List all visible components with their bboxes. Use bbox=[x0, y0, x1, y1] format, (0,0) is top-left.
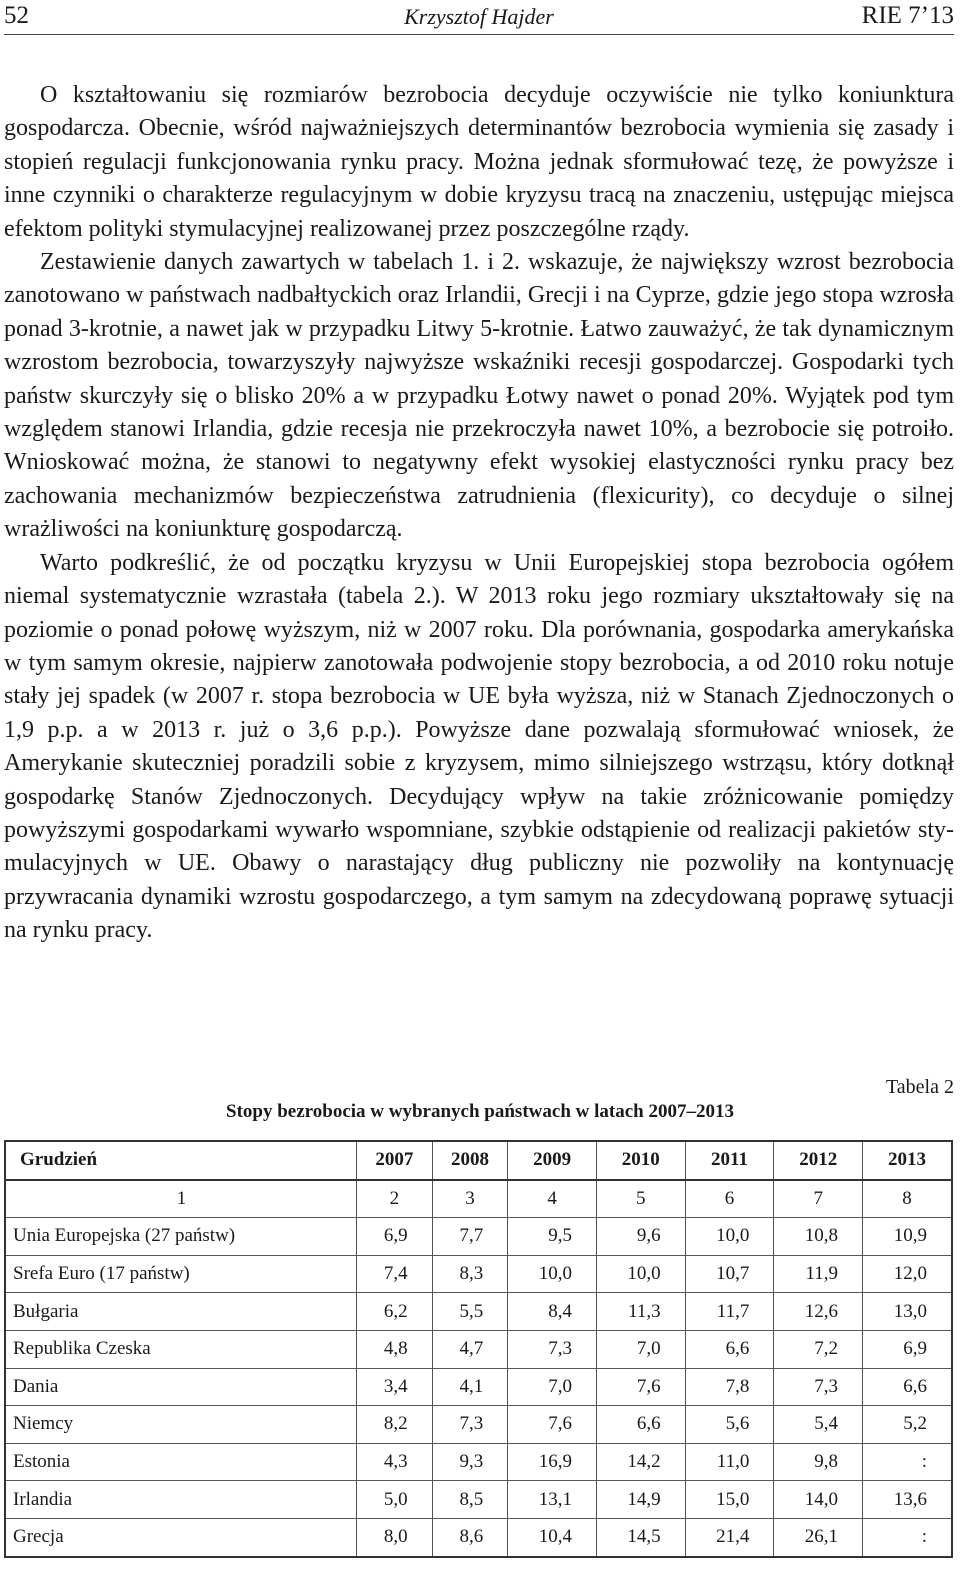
country-cell: Grecja bbox=[5, 1518, 357, 1556]
rate-cell: 3,4 bbox=[357, 1368, 433, 1406]
running-head-author: Krzysztof Hajder bbox=[404, 4, 554, 29]
rate-cell: 6,9 bbox=[357, 1218, 433, 1256]
rate-cell: 14,0 bbox=[774, 1481, 863, 1519]
rate-cell: 10,0 bbox=[508, 1255, 597, 1293]
rate-cell: 7,4 bbox=[357, 1255, 433, 1293]
rate-cell: 9,3 bbox=[432, 1443, 508, 1481]
country-cell: Estonia bbox=[5, 1443, 357, 1481]
rate-cell: 7,2 bbox=[774, 1330, 863, 1368]
rate-cell: : bbox=[863, 1443, 952, 1481]
column-number: 4 bbox=[508, 1180, 597, 1218]
rate-cell: 15,0 bbox=[685, 1481, 774, 1519]
paragraph-2: Zestawienie danych zawartych w tabelach 1. i 2. wskazuje, że największy wzrost bezrobocia zanotowano w państwach nadbałtyckich oraz Irlandii, Grecji i na Cyprze, gdzie jego stopa wzrosła ponad 3-krotnie, a nawet jak w przypadku Litwy 5-krotnie. Łatwo zauważyć, że tak dynamicznym wzrostom bezrobocia, towarzyszyły najwyższe wskaźniki recesji gospodarczej. Gospodarki tych państw skurczyły się o blisko 20% a w przypadku Łotwy nawet o ponad 20%. Wyjątek pod tym względem stanowi Irlandia, gdzie recesja nie przekroczyła nawet 10%, a bezrobocie się potroiło. Wnioskować można, że stanowi to negatywny efekt wysokiej elastyczności rynku pracy bez zachowania mechanizmów bezpieczeństwa zatrudnienia (flexicurity), co decyduje o silnej wrażliwości na koniunkturę gospodarczą. bbox=[4, 249, 954, 543]
rate-cell: 14,9 bbox=[596, 1481, 685, 1519]
table-label: Tabela 2 bbox=[885, 1076, 954, 1098]
rate-cell: 5,4 bbox=[774, 1406, 863, 1444]
rate-cell: 8,0 bbox=[357, 1518, 433, 1556]
rate-cell: 7,8 bbox=[685, 1368, 774, 1406]
paragraph-1: O kształtowaniu się rozmiarów bezrobocia decyduje oczywiście nie tylko koniunktura gospodarcza. Obecnie, wśród najważniejszych determinantów bezrobocia wymienia się zasady i stopień regulacji funkcjonowania rynku pracy. Można jednak sformułować tezę, że powyższe i inne czynniki o charakterze regulacyjnym w dobie kryzysu tracą na znaczeniu, ustępując miejsca efektom polityki stymulacyjnej realizowanej przez poszczególne rządy. bbox=[4, 82, 954, 242]
rate-cell: 6,6 bbox=[596, 1406, 685, 1444]
rate-cell: 5,0 bbox=[357, 1481, 433, 1519]
column-number: 5 bbox=[596, 1180, 685, 1218]
rate-cell: 11,0 bbox=[685, 1443, 774, 1481]
table-row bbox=[5, 1518, 952, 1556]
column-header: 2007 bbox=[357, 1141, 433, 1180]
column-number: 7 bbox=[774, 1180, 863, 1218]
column-number-row bbox=[5, 1180, 952, 1218]
rate-cell: 12,6 bbox=[774, 1293, 863, 1331]
rate-cell: 13,0 bbox=[863, 1293, 952, 1331]
running-head-journal: RIE 7’13 bbox=[861, 2, 954, 29]
country-cell: Irlandia bbox=[5, 1481, 357, 1519]
column-number: 2 bbox=[357, 1180, 433, 1218]
column-number: 6 bbox=[685, 1180, 774, 1218]
country-cell: Republika Czeska bbox=[5, 1330, 357, 1368]
rate-cell: 10,9 bbox=[863, 1218, 952, 1256]
rate-cell: 9,8 bbox=[774, 1443, 863, 1481]
rate-cell: 10,7 bbox=[685, 1255, 774, 1293]
rate-cell: 6,2 bbox=[357, 1293, 433, 1331]
unemployment-table bbox=[4, 1140, 953, 1558]
column-header: 2011 bbox=[685, 1141, 774, 1180]
table-row bbox=[5, 1443, 952, 1481]
rate-cell: 12,0 bbox=[863, 1255, 952, 1293]
rate-cell: 6,6 bbox=[685, 1330, 774, 1368]
rate-cell: 26,1 bbox=[774, 1518, 863, 1556]
rate-cell: 4,1 bbox=[432, 1368, 508, 1406]
rate-cell: 7,0 bbox=[596, 1330, 685, 1368]
country-cell: Srefa Euro (17 państw) bbox=[5, 1255, 357, 1293]
rate-cell: 13,6 bbox=[863, 1481, 952, 1519]
rate-cell: 7,0 bbox=[508, 1368, 597, 1406]
rate-cell: 8,5 bbox=[432, 1481, 508, 1519]
country-cell: Unia Europejska (27 państw) bbox=[5, 1218, 357, 1256]
rate-cell: 10,0 bbox=[596, 1255, 685, 1293]
column-header: 2009 bbox=[508, 1141, 597, 1180]
table-title: Stopy bezrobocia w wybranych państwach w latach 2007–2013 bbox=[226, 1101, 734, 1122]
table-row bbox=[5, 1255, 952, 1293]
rate-cell: 6,9 bbox=[863, 1330, 952, 1368]
table-row bbox=[5, 1218, 952, 1256]
country-cell: Bułgaria bbox=[5, 1293, 357, 1331]
table-row bbox=[5, 1406, 952, 1444]
rate-cell: 7,3 bbox=[432, 1406, 508, 1444]
rate-cell: 10,0 bbox=[685, 1218, 774, 1256]
column-header: Grudzień bbox=[5, 1141, 357, 1180]
rate-cell: 14,2 bbox=[596, 1443, 685, 1481]
rate-cell: 11,3 bbox=[596, 1293, 685, 1331]
rate-cell: 8,6 bbox=[432, 1518, 508, 1556]
rate-cell: 5,6 bbox=[685, 1406, 774, 1444]
rate-cell: 11,9 bbox=[774, 1255, 863, 1293]
rate-cell: 4,8 bbox=[357, 1330, 433, 1368]
rate-cell: 5,2 bbox=[863, 1406, 952, 1444]
rate-cell: 7,6 bbox=[596, 1368, 685, 1406]
column-number: 3 bbox=[432, 1180, 508, 1218]
rate-cell: 7,7 bbox=[432, 1218, 508, 1256]
rate-cell: : bbox=[863, 1518, 952, 1556]
table-row bbox=[5, 1368, 952, 1406]
rate-cell: 4,3 bbox=[357, 1443, 433, 1481]
rate-cell: 7,3 bbox=[508, 1330, 597, 1368]
rate-cell: 6,6 bbox=[863, 1368, 952, 1406]
rate-cell: 21,4 bbox=[685, 1518, 774, 1556]
rate-cell: 8,4 bbox=[508, 1293, 597, 1331]
rate-cell: 4,7 bbox=[432, 1330, 508, 1368]
rate-cell: 16,9 bbox=[508, 1443, 597, 1481]
rate-cell: 9,5 bbox=[508, 1218, 597, 1256]
column-header: 2008 bbox=[432, 1141, 508, 1180]
column-header: 2013 bbox=[863, 1141, 952, 1180]
rate-cell: 8,2 bbox=[357, 1406, 433, 1444]
country-cell: Dania bbox=[5, 1368, 357, 1406]
running-head bbox=[4, 0, 954, 35]
country-cell: Niemcy bbox=[5, 1406, 357, 1444]
column-number: 1 bbox=[5, 1180, 357, 1218]
column-header: 2012 bbox=[774, 1141, 863, 1180]
rate-cell: 10,4 bbox=[508, 1518, 597, 1556]
article-body bbox=[4, 79, 954, 948]
rate-cell: 14,5 bbox=[596, 1518, 685, 1556]
rate-cell: 11,7 bbox=[685, 1293, 774, 1331]
column-number: 8 bbox=[863, 1180, 952, 1218]
table-row bbox=[5, 1481, 952, 1519]
table-header-row bbox=[5, 1141, 952, 1180]
rate-cell: 7,6 bbox=[508, 1406, 597, 1444]
rate-cell: 10,8 bbox=[774, 1218, 863, 1256]
page-number: 52 bbox=[4, 2, 29, 29]
paragraph-3: Warto podkreślić, że od początku kryzysu w Unii Europejskiej stopa bezrobocia ogółem niemal systematycznie wzrastała (tabela 2.). W 2013 roku jego rozmiary ukształtowały się na poziomie o ponad połowę wyższym, niż w 2007 roku. Dla porównania, gospodarka amerykańska w tym samym okresie, najpierw zanotowała podwojenie stopy bezrobocia, a od 2010 roku notuje stały jej spadek (w 2007 r. stopa bezrobocia w UE była wyższa, niż w Stanach Zjednoczonych o 1,9 p.p. a w 2013 r. już o 3,6 p.p.). Powyższe dane pozwalają sformułować wniosek, że Amerykanie skuteczniej poradzili sobie z kryzysem, mimo silniejszego wstrząsu, który dotknął gospodarkę Stanów Zjednoczonych. Decydujący wpływ na takie zróżnicowanie pomiędzy powyższymi gospodarkami wywarło wspomniane, szybkie odstąpienie od realizacji pakietów stymulacyjnych w UE. Obawy o narastający dług publiczny nie pozwoliły na kontynuację przywracania dynamiki wzrostu gospodarczego, a tym samym na zdecydowaną poprawę sytuacji na rynku pracy. bbox=[4, 549, 954, 944]
table-row bbox=[5, 1293, 952, 1331]
column-header: 2010 bbox=[596, 1141, 685, 1180]
rate-cell: 5,5 bbox=[432, 1293, 508, 1331]
rate-cell: 9,6 bbox=[596, 1218, 685, 1256]
rate-cell: 13,1 bbox=[508, 1481, 597, 1519]
table-row bbox=[5, 1330, 952, 1368]
rate-cell: 7,3 bbox=[774, 1368, 863, 1406]
rate-cell: 8,3 bbox=[432, 1255, 508, 1293]
